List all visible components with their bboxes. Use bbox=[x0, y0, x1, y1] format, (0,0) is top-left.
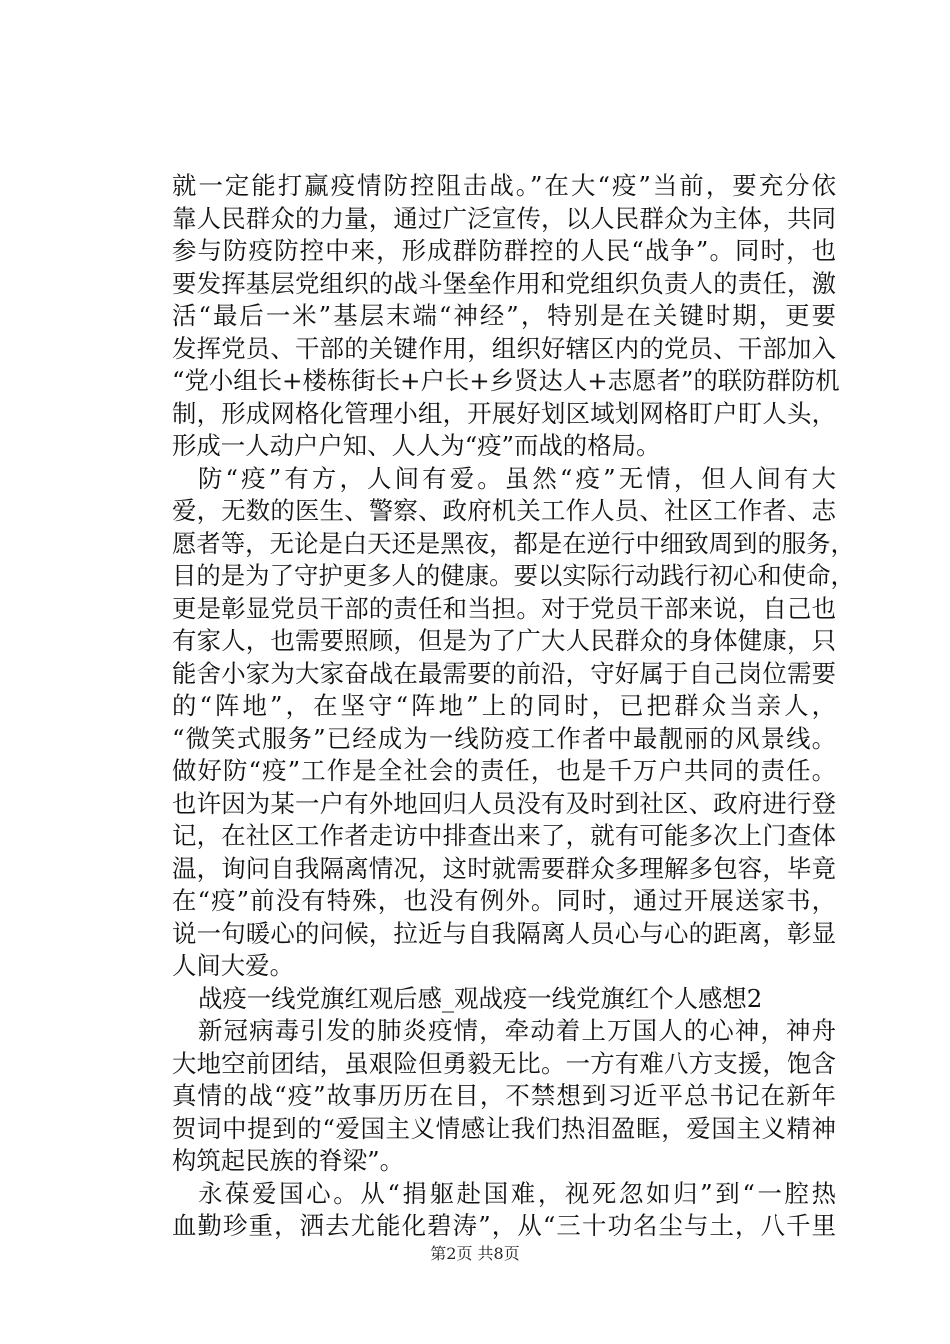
text-line: 说一句暖心的问候，拉近与自我隔离人员心与心的距离，彰显 bbox=[172, 918, 836, 948]
text-line: 在“疫”前没有特殊，也没有例外。同时，通过开展送家书， bbox=[172, 886, 836, 915]
text-line: 爱，无数的医生、警察、政府机关工作人员、社区工作者、志 bbox=[172, 496, 836, 525]
text-line: 发挥党员、干部的关键作用，组织好辖区内的党员、干部加入 bbox=[172, 333, 836, 363]
text-line: 就一定能打赢疫情防控阻击战。”在大“疫”当前，要充分依 bbox=[172, 171, 836, 200]
text-line: 防“疫”有方，人间有爱。虽然“疫”无情，但人间有大 bbox=[198, 463, 836, 493]
text-line: 构筑起民族的脊梁”。 bbox=[172, 1146, 404, 1175]
text-line: 靠人民群众的力量，通过广泛宣传，以人民群众为主体，共同 bbox=[172, 203, 836, 233]
text-line: 温，询问自我隔离情况，这时就需要群众多理解多包容，毕竟 bbox=[172, 853, 836, 883]
text-line: 战疫一线党旗红观后感_观战疫一线党旗红个人感想2 bbox=[198, 983, 763, 1013]
text-line: 也许因为某一户有外地回归人员没有及时到社区、政府进行登 bbox=[172, 788, 836, 818]
text-line: 形成一人动户户知、人人为“疫”而战的格局。 bbox=[172, 431, 661, 460]
text-line: 有家人，也需要照顾，但是为了广大人民群众的身体健康，只 bbox=[172, 626, 836, 655]
text-line: 更是彰显党员干部的责任和当担。对于党员干部来说，自己也 bbox=[172, 593, 836, 623]
text-line: “微笑式服务”已经成为一线防疫工作者中最靓丽的风景线。 bbox=[172, 723, 836, 753]
text-line: 能舍小家为大家奋战在最需要的前沿，守好属于自己岗位需要 bbox=[172, 658, 836, 688]
text-line: 新冠病毒引发的肺炎疫情，牵动着上万国人的心神，神舟 bbox=[198, 1016, 836, 1045]
text-line: 做好防“疫”工作是全社会的责任，也是千万户共同的责任。 bbox=[172, 756, 836, 785]
text-line: “党小组长+楼栋街长+户长+乡贤达人+志愿者”的联防群防机 bbox=[172, 366, 840, 395]
text-line: 血勤珍重，洒去尤能化碧涛”，从“三十功名尘与土，八千里 bbox=[172, 1211, 836, 1240]
text-line: 大地空前团结，虽艰险但勇毅无比。一方有难八方支援，饱含 bbox=[172, 1048, 836, 1078]
text-line: 愿者等，无论是白天还是黑夜，都是在逆行中细致周到的服务， bbox=[172, 528, 855, 558]
text-line: 要发挥基层党组织的战斗堡垒作用和党组织负责人的责任，激 bbox=[172, 268, 836, 298]
text-line: 贺词中提到的“爱国主义情感让我们热泪盈眶，爱国主义精神 bbox=[172, 1113, 836, 1143]
text-line: 永葆爱国心。从“捐躯赴国难，视死忽如归”到“一腔热 bbox=[198, 1178, 836, 1208]
text-line: 记，在社区工作者走访中排查出来了，就有可能多次上门查体 bbox=[172, 821, 836, 850]
text-line: 活“最后一米”基层末端“神经”，特别是在关键时期，更要 bbox=[172, 301, 836, 330]
text-line: 真情的战“疫”故事历历在目，不禁想到习近平总书记在新年 bbox=[172, 1081, 836, 1110]
text-line: 参与防疫防控中来，形成群防群控的人民“战争”。同时，也 bbox=[172, 236, 836, 265]
text-line: 人间大爱。 bbox=[172, 951, 294, 980]
page-footer: 第2页 共8页 bbox=[430, 1244, 520, 1263]
text-line: 目的是为了守护更多人的健康。要以实际行动践行初心和使命， bbox=[172, 561, 855, 590]
text-line: 制，形成网格化管理小组，开展好划区域划网格盯户盯人头， bbox=[172, 398, 836, 428]
text-line: 的“阵地”，在坚守“阵地”上的同时，已把群众当亲人， bbox=[172, 691, 836, 720]
document-body bbox=[172, 170, 855, 1243]
